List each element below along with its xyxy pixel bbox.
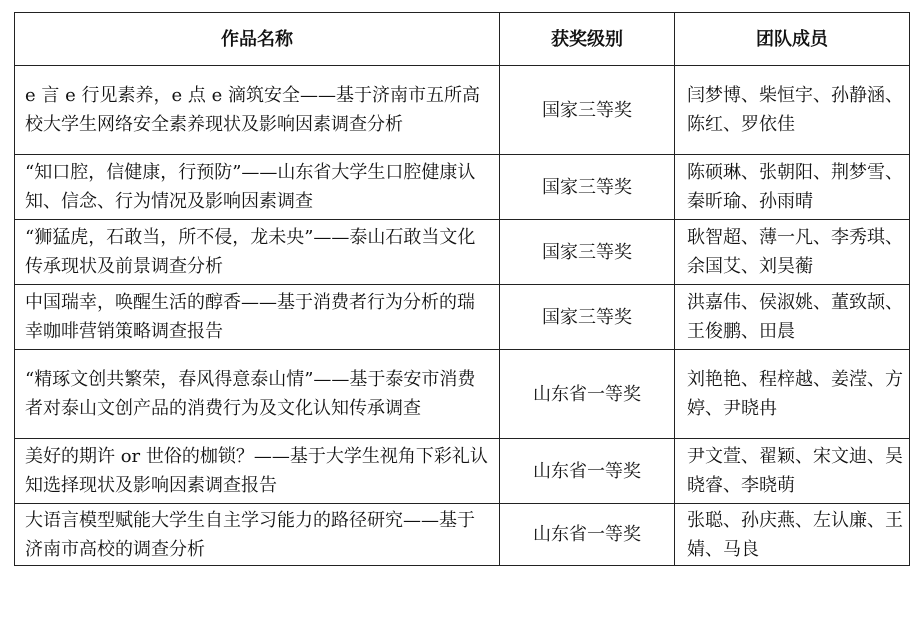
award-level: 国家三等奖	[500, 66, 675, 155]
table-row	[15, 350, 910, 439]
team-members: 刘艳艳、程梓越、姜滢、方婷、尹晓冉	[675, 350, 910, 439]
work-title: 美好的期许 or 世俗的枷锁？——基于大学生视角下彩礼认知选择现状及影响因素调查报告	[15, 439, 500, 504]
team-members: 耿智超、薄一凡、李秀琪、余国艾、刘昊蘅	[675, 220, 910, 285]
header-row	[15, 13, 910, 66]
header-title: 作品名称	[15, 13, 500, 66]
award-level: 国家三等奖	[500, 220, 675, 285]
award-level: 山东省一等奖	[500, 350, 675, 439]
work-title: 中国瑞幸，唤醒生活的醇香——基于消费者行为分析的瑞幸咖啡营销策略调查报告	[15, 285, 500, 350]
work-title: 大语言模型赋能大学生自主学习能力的路径研究——基于济南市高校的调查分析	[15, 504, 500, 566]
team-members: 闫梦博、柴恒宇、孙静涵、陈红、罗依佳	[675, 66, 910, 155]
awards-table	[14, 12, 910, 566]
team-members: 陈硕琳、张朝阳、荆梦雪、秦昕瑜、孙雨晴	[675, 155, 910, 220]
team-members: 尹文萱、翟颖、宋文迪、吴晓睿、李晓萌	[675, 439, 910, 504]
table-row	[15, 439, 910, 504]
work-title: “狮猛虎，石敢当，所不侵，龙未央”——泰山石敢当文化传承现状及前景调查分析	[15, 220, 500, 285]
table-row	[15, 285, 910, 350]
award-level: 国家三等奖	[500, 155, 675, 220]
team-members: 张聪、孙庆燕、左认廉、王婧、马良	[675, 504, 910, 566]
award-level: 山东省一等奖	[500, 439, 675, 504]
work-title: “精琢文创共繁荣，春风得意泰山情”——基于泰安市消费者对泰山文创产品的消费行为及文化认知传承调查	[15, 350, 500, 439]
table-row	[15, 155, 910, 220]
table-row	[15, 504, 910, 566]
award-level: 国家三等奖	[500, 285, 675, 350]
award-level: 山东省一等奖	[500, 504, 675, 566]
header-members: 团队成员	[675, 13, 910, 66]
work-title: e 言 e 行见素养，e 点 e 滴筑安全——基于济南市五所高校大学生网络安全素养现状及影响因素调查分析	[15, 66, 500, 155]
team-members: 洪嘉伟、侯淑姚、董致颉、王俊鹏、田晨	[675, 285, 910, 350]
work-title: “知口腔，信健康，行预防”——山东省大学生口腔健康认知、信念、行为情况及影响因素调查	[15, 155, 500, 220]
table-row	[15, 66, 910, 155]
header-level: 获奖级别	[500, 13, 675, 66]
table-row	[15, 220, 910, 285]
